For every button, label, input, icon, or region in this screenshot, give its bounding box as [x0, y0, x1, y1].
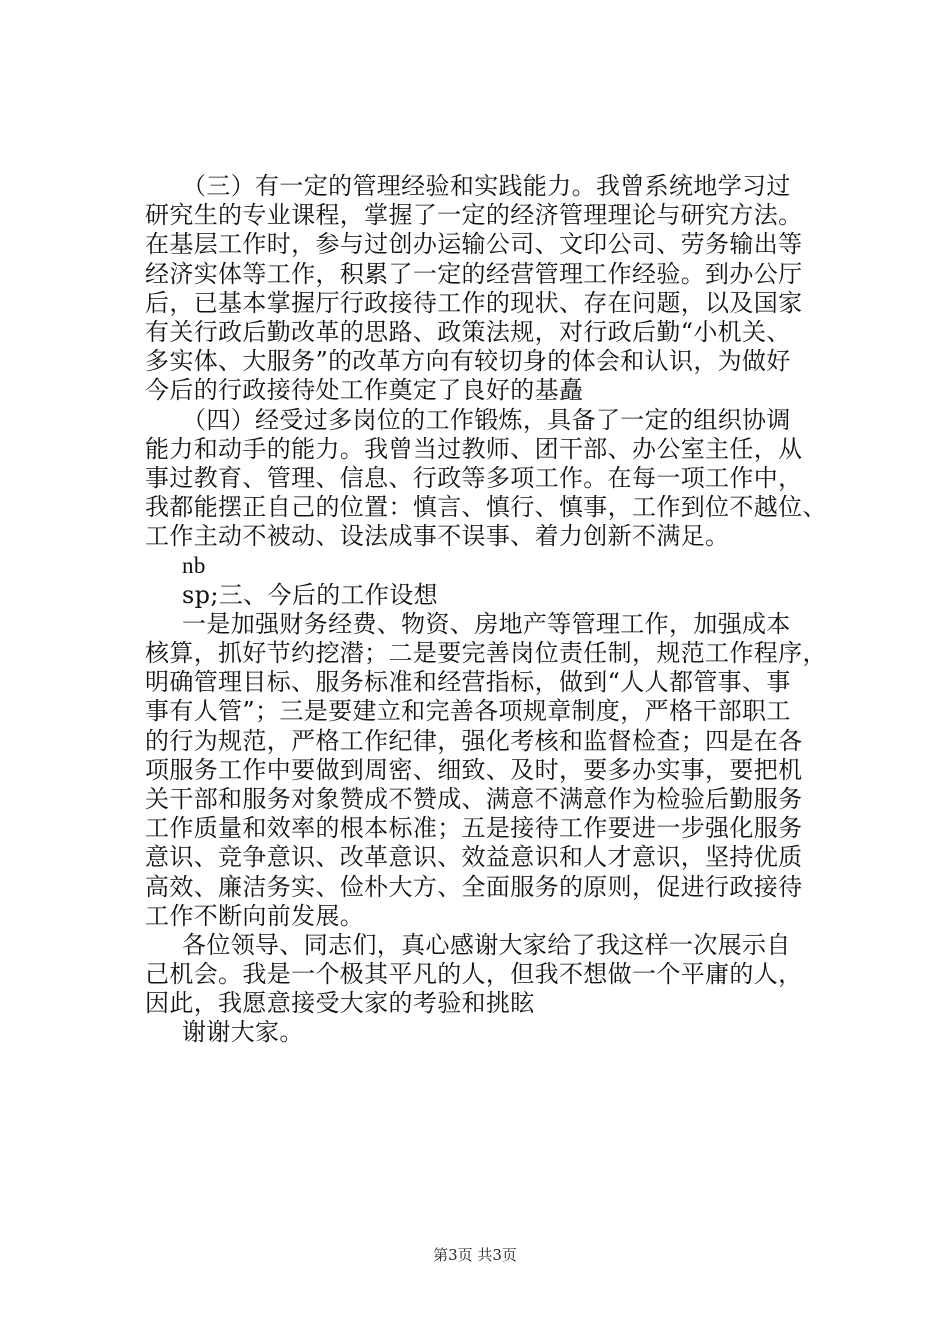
paragraph-line: 有关行政后勤改革的思路、政策法规，对行政后勤“小机关、 [145, 317, 791, 346]
paragraph-line: 研究生的专业课程，掌握了一定的经济管理理论与研究方法。 [145, 201, 803, 230]
paragraph-line: 多实体、大服务”的改革方向有较切身的体会和认识，为做好 [145, 347, 791, 376]
paragraph-line: 关干部和服务对象赞成不赞成、满意不满意作为检验后勤服务 [145, 784, 803, 813]
paragraph-line: 后，已基本掌握厅行政接待工作的现状、存在问题，以及国家 [145, 288, 803, 317]
paragraph-line: 在基层工作时，参与过创办运输公司、文印公司、劳务输出等 [145, 230, 803, 259]
paragraph-line: 一是加强财务经费、物资、房地产等管理工作，加强成本 [182, 609, 791, 638]
paragraph-line: 高效、廉洁务实、俭朴大方、全面服务的原则，促进行政接待 [145, 872, 803, 901]
page-footer: 第3页 共3页 [433, 1246, 517, 1264]
paragraph-line: 明确管理目标、服务标准和经营指标，做到“人人都管事、事 [145, 668, 791, 697]
paragraph-line: 核算，抓好节约挖潜；二是要完善岗位责任制，规范工作程序， [145, 639, 827, 667]
paragraph-line: 各位领导、同志们，真心感谢大家给了我这样一次展示自 [182, 930, 791, 959]
section-heading: sp;三、今后的工作设想 [182, 580, 438, 609]
paragraph-line: 工作主动不被动、设法成事不误事、着力创新不满足。 [145, 522, 730, 551]
paragraph-line: 工作不断向前发展。 [145, 901, 365, 930]
stray-markup-text: nb [182, 553, 206, 579]
paragraph-line: 因此，我愿意接受大家的考验和挑眩 [145, 989, 535, 1018]
paragraph-line: 的行为规范，严格工作纪律，强化考核和监督检查；四是在各 [145, 726, 803, 755]
paragraph-line: 今后的行政接待处工作奠定了良好的基矗 [145, 376, 584, 405]
paragraph-line: 经济实体等工作，积累了一定的经营管理工作经验。到办公厅 [145, 259, 803, 288]
paragraph-line: 我都能摆正自己的位置：慎言、慎行、慎事，工作到位不越位、 [145, 493, 827, 522]
paragraph-line: 项服务工作中要做到周密、细致、及时，要多办实事，要把机 [145, 755, 803, 784]
paragraph-line: （三）有一定的管理经验和实践能力。我曾系统地学习过 [182, 172, 791, 200]
paragraph-line: 意识、竞争意识、改革意识、效益意识和人才意识，坚持优质 [145, 843, 803, 872]
closing-line: 谢谢大家。 [182, 1018, 304, 1047]
document-body [145, 172, 825, 1048]
paragraph-line: 工作质量和效率的根本标准；五是接待工作要进一步强化服务 [145, 814, 803, 843]
paragraph-line: 事过教育、管理、信息、行政等多项工作。在每一项工作中， [145, 463, 803, 492]
paragraph-line: 能力和动手的能力。我曾当过教师、团干部、办公室主任，从 [145, 434, 803, 463]
paragraph-line: 己机会。我是一个极其平凡的人，但我不想做一个平庸的人， [145, 960, 803, 989]
paragraph-line: 事有人管”；三是要建立和完善各项规章制度，严格干部职工 [145, 697, 791, 726]
paragraph-line: （四）经受过多岗位的工作锻炼，具备了一定的组织协调 [182, 405, 791, 434]
